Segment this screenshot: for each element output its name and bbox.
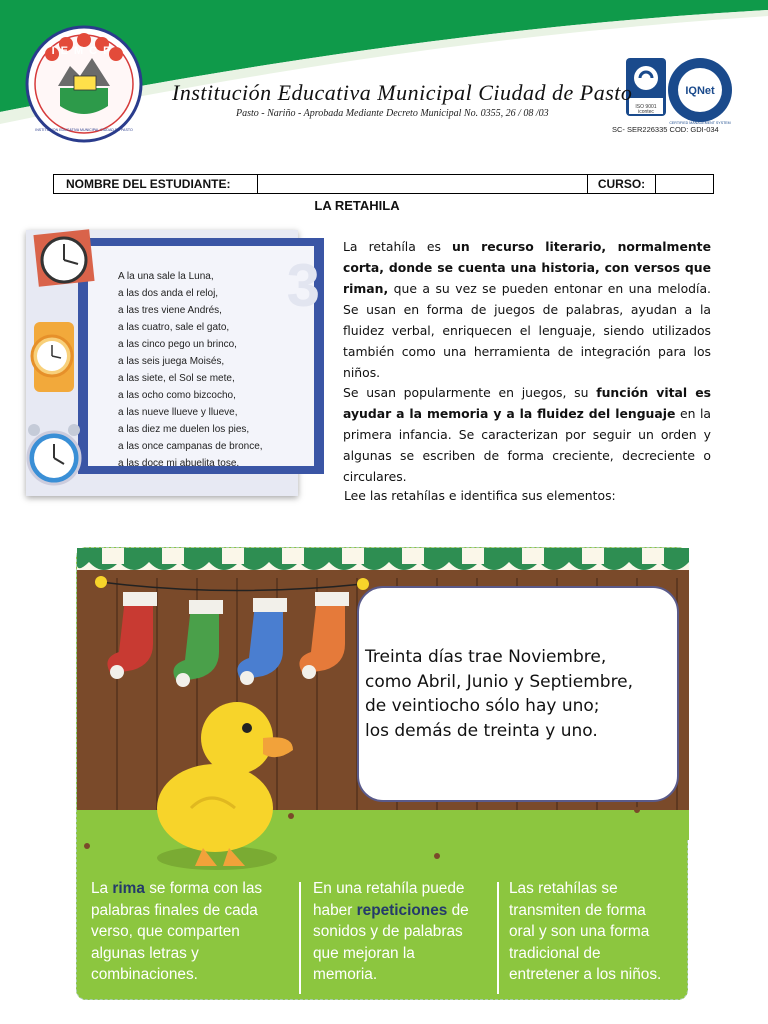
iso-badge-label: ISO 9001 [635,104,657,110]
poem-lines [118,268,308,472]
iso-badge-sublabel: icontec [638,109,654,115]
institution-name: Institución Educativa Municipal Ciudad de Pasto [172,80,633,105]
col3-line: Las retahílas se [509,880,618,897]
col2-line: sonidos y de palabras [313,923,463,941]
poem-illustration [26,230,320,496]
rhyme-explanation [91,878,262,986]
iqnet-ring-text: CERTIFIED MANAGEMENT SYSTEM [669,121,731,125]
page-title [0,198,714,213]
ground-pebbles-decoration [77,798,689,878]
logo-acronym: IEMCP [51,45,117,57]
verse-line: los demás de treinta y uno. [365,720,598,741]
verse-line: como Abril, Junio y Septiembre, [365,671,634,692]
description-paragraph-2 [343,382,711,487]
poem-line: a las dos anda el reloj, [118,288,219,299]
col2-text: de [447,901,469,919]
poem-line: a las once campanas de bronce, [118,441,263,452]
poem-line: a las tres viene Andrés, [118,305,222,316]
col3-line: transmiten de forma [509,901,646,919]
col1-line: palabras finales de cada [91,901,258,919]
verse-line: Treinta días trae Noviembre, [365,647,607,667]
course-field[interactable] [656,175,713,193]
col1-keyword: rima [112,880,145,897]
instruction-text: Lee las retahílas e identifica sus elementos: [344,488,616,503]
student-name-label: NOMBRE DEL ESTUDIANTE: [54,175,258,193]
iqnet-label: IQNet [685,85,715,97]
certification-code: SC- SER226335 COD: GDI-034 [612,125,719,134]
column-divider [299,882,301,994]
poem-line: a las doce mi abuelita tose. [118,458,240,469]
col1-line: algunas letras y [91,944,199,962]
col1-text: La [91,880,113,897]
poem-line: a las diez me duelen los pies, [118,424,250,435]
col3-line: oral y son una forma [509,923,650,941]
poem-card [88,246,320,469]
alarm-clock-icon [28,424,80,484]
col2-text: haber [313,901,357,919]
p2-text-c: en la primera infancia. Se caracterizan por seguir un orden y algunas se escriben de forma creciente, decreciente o circulares. [343,406,712,484]
poem-line: a las nueve llueve y llueve, [118,407,238,418]
background-numbers-decoration: 3 [286,252,320,319]
col3-line: tradicional de [509,944,601,962]
column-divider [497,882,499,994]
logo-ring-text: INSTITUCION EDUCATIVA MUNICIPAL CIUDAD DE PASTO [35,128,133,132]
col2-line: que mejoran la [313,944,415,962]
col1-line: verso, que comparten [91,923,240,941]
col2-keyword: repeticiones [356,901,448,919]
course-label: CURSO: [588,175,656,193]
verse-line: de veintiocho sólo hay uno; [365,696,600,716]
p2-text-bold: función vital es ayudar a la memoria y a la fluidez del lenguaje [343,385,711,421]
student-name-field[interactable] [258,175,588,193]
institution-subtitle: Pasto - Nariño - Aprobada Mediante Decreto Municipal No. 0355, 26 / 08 /03 [236,108,549,119]
wall-clock-icon [33,229,94,287]
page-title-text: LA RETAHILA [314,198,400,213]
retahila-infographic [76,547,688,1000]
col2-line: memoria. [313,966,378,984]
repetition-explanation [313,878,469,986]
poem-line: a las ocho como bizcocho, [118,390,236,401]
verse-text [365,645,675,743]
col2-line: En una retahíla puede [313,880,465,897]
p1-text-c: que a su vez se pueden entonar en una melodía. Se usan en forma de juegos de palabras, ayudan a la fluidez verbal, enriquecen el lenguaje, siendo utilizados también como una herramienta de integración para los niños. [343,281,711,380]
poem-line: a las cinco pego un brinco, [118,339,237,350]
student-form-row [53,174,714,194]
transmission-explanation [509,878,661,986]
description-paragraph-1 [343,236,711,383]
poem-line: a las siete, el Sol se mete, [118,373,235,384]
col3-line: entretener a los niños. [509,966,662,984]
poem-line: A la una sale la Luna, [118,271,214,282]
col1-line: combinaciones. [91,966,198,984]
p2-text-a: Se usan popularmente en juegos, su [343,385,597,400]
p1-text-a: La retahíla es [343,239,453,254]
wrist-watch-icon [32,322,74,392]
logo-text-layer [0,0,768,150]
p1-text-bold: un recurso literario, normalmente corta, donde se cuenta una historia, con versos que riman, [343,239,711,296]
col1-text: se forma con las [144,880,263,897]
poem-line: a las cuatro, sale el gato, [118,322,230,333]
clocks-decoration [26,230,116,496]
poem-line: a las seis juega Moisés, [118,356,225,367]
